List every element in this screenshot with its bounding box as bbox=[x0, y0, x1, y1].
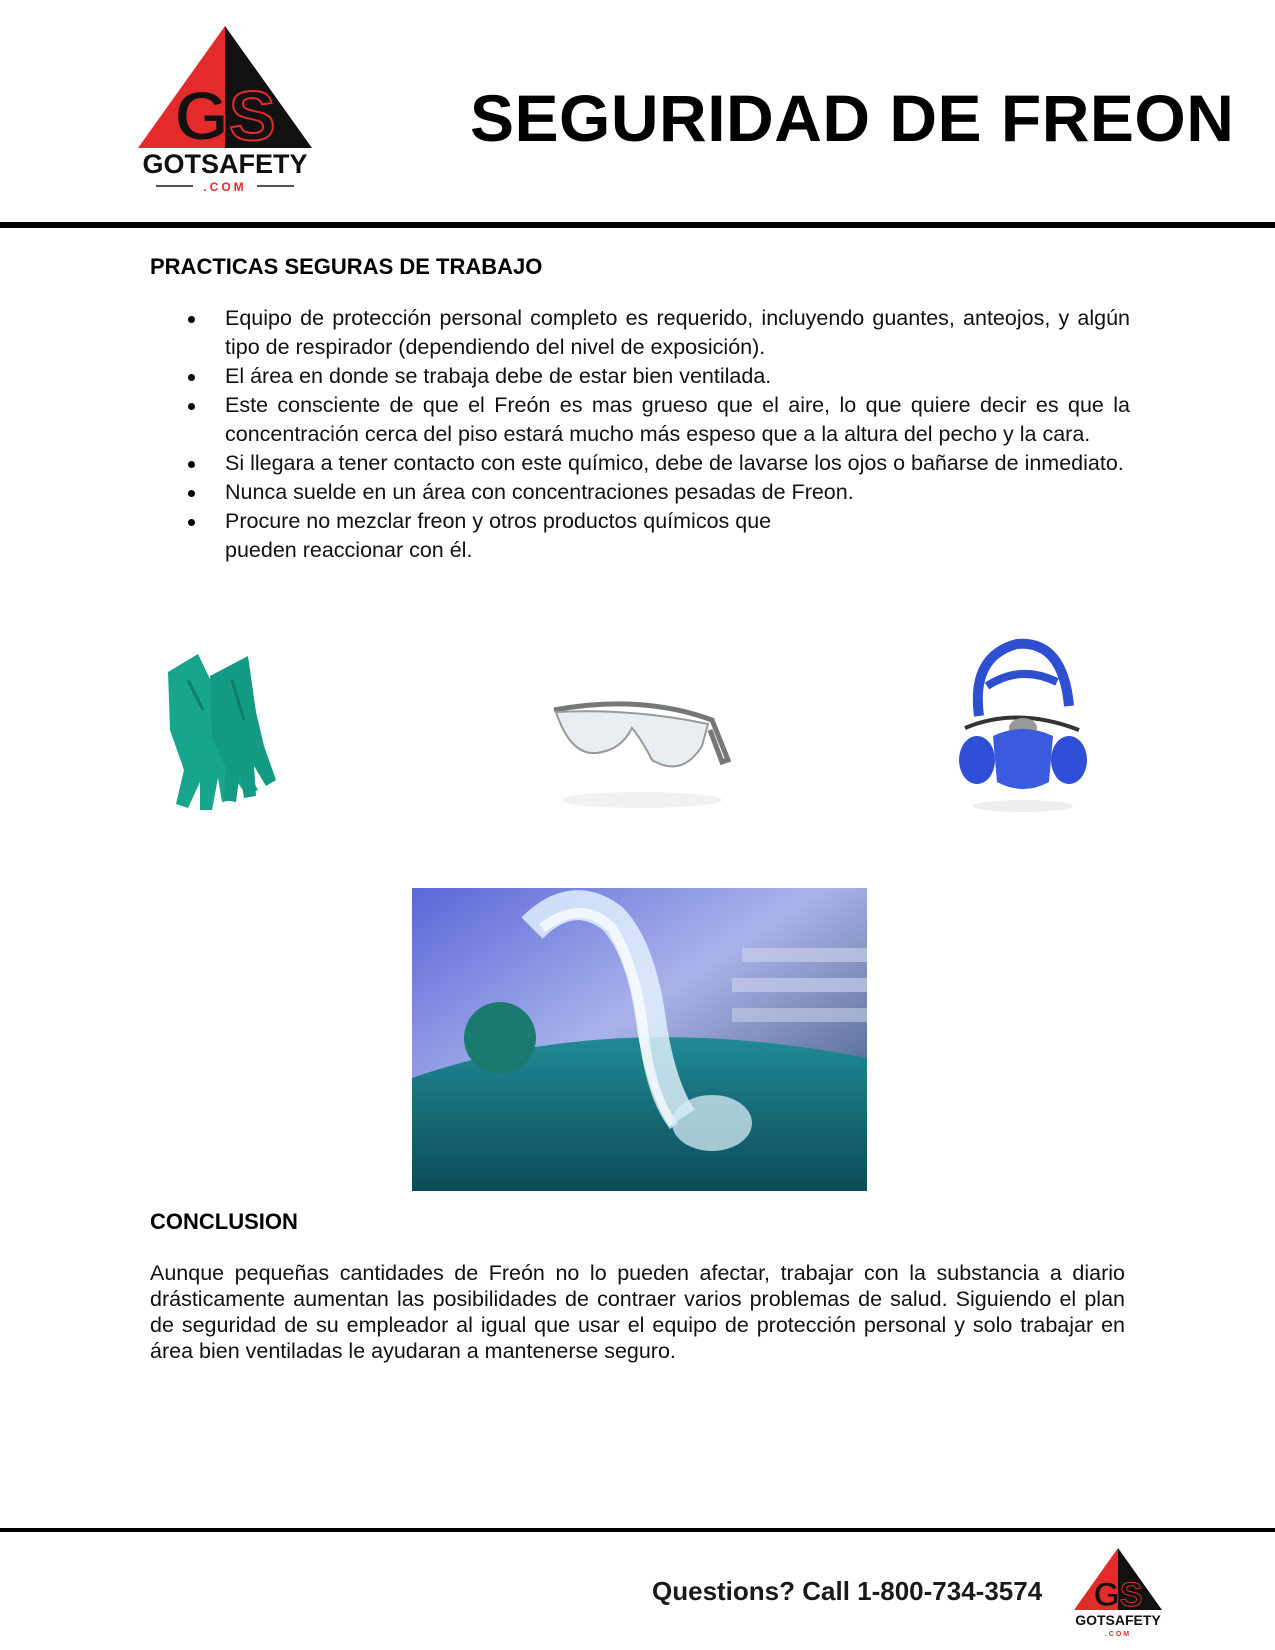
green-gloves-image bbox=[148, 650, 280, 830]
logo-wordmark: GOTSAFETY bbox=[142, 149, 308, 179]
list-item-text: Nunca suelde en un área con concentraciones pesadas de Freon. bbox=[225, 480, 854, 504]
logo-initials: GS bbox=[174, 77, 276, 155]
list-item-text: Equipo de protección personal completo es requerido, incluyendo guantes, anteojos, y algún tipo de respirador (dependiendo del nivel de exposición). bbox=[225, 306, 1130, 359]
list-item-text: El área en donde se trabaja debe de estar bien ventilada. bbox=[225, 364, 772, 388]
respirator-mask-image bbox=[957, 636, 1087, 816]
footer-divider bbox=[0, 1528, 1275, 1532]
header-divider bbox=[0, 222, 1275, 228]
conclusion-paragraph: Aunque pequeñas cantidades de Freón no lo pueden afectar, trabajar con la substancia a diario drásticamente aumentan las posibilidades de contraer varios problemas de salud. Siguiendo el plan de seguridad de su empleador al igual que usar el equipo de protección personal y solo trabajar en área bien ventiladas le ayudaran a mantenerse seguro. bbox=[150, 1261, 1125, 1363]
bullet-icon bbox=[188, 374, 195, 381]
footer-logo-sub: .COM bbox=[1104, 1631, 1132, 1638]
footer-logo-wordmark: GOTSAFETY bbox=[1075, 1612, 1161, 1628]
eyewash-fountain-image bbox=[412, 888, 867, 1191]
footer-gotsafety-logo bbox=[1070, 1548, 1166, 1638]
list-item bbox=[150, 507, 1130, 565]
conclusion-heading: CONCLUSION bbox=[150, 1209, 298, 1234]
list-item-text: Procure no mezclar freon y otros productos químicos que pueden reaccionar con él. bbox=[225, 509, 772, 562]
logo-sub: .COM bbox=[203, 180, 247, 194]
safety-glasses-image bbox=[552, 700, 732, 820]
list-item bbox=[150, 304, 1130, 362]
footer-phone-text: Questions? Call 1-800-734-3574 bbox=[652, 1576, 1043, 1606]
bullet-icon bbox=[188, 461, 195, 468]
list-item-text: Este consciente de que el Freón es mas grueso que el aire, lo que quiere decir es que la concentración cerca del piso estará mucho más espeso que a la altura del pecho y la cara. bbox=[225, 393, 1130, 446]
bullet-icon bbox=[188, 519, 195, 526]
practices-heading: PRACTICAS SEGURAS DE TRABAJO bbox=[150, 254, 543, 279]
list-item bbox=[150, 391, 1130, 449]
list-item-text: Si llegara a tener contacto con este químico, debe de lavarse los ojos o bañarse de inmediato. bbox=[225, 451, 1124, 475]
page-title: SEGURIDAD DE FREON bbox=[470, 81, 1235, 155]
bullet-icon bbox=[188, 490, 195, 497]
practices-list bbox=[150, 304, 1130, 565]
list-item bbox=[150, 362, 1130, 391]
bullet-icon bbox=[188, 403, 195, 410]
gotsafety-logo bbox=[138, 26, 322, 198]
list-item bbox=[150, 449, 1130, 478]
footer-logo-initials: GS bbox=[1093, 1576, 1143, 1614]
bullet-icon bbox=[188, 316, 195, 323]
list-item bbox=[150, 478, 1130, 507]
